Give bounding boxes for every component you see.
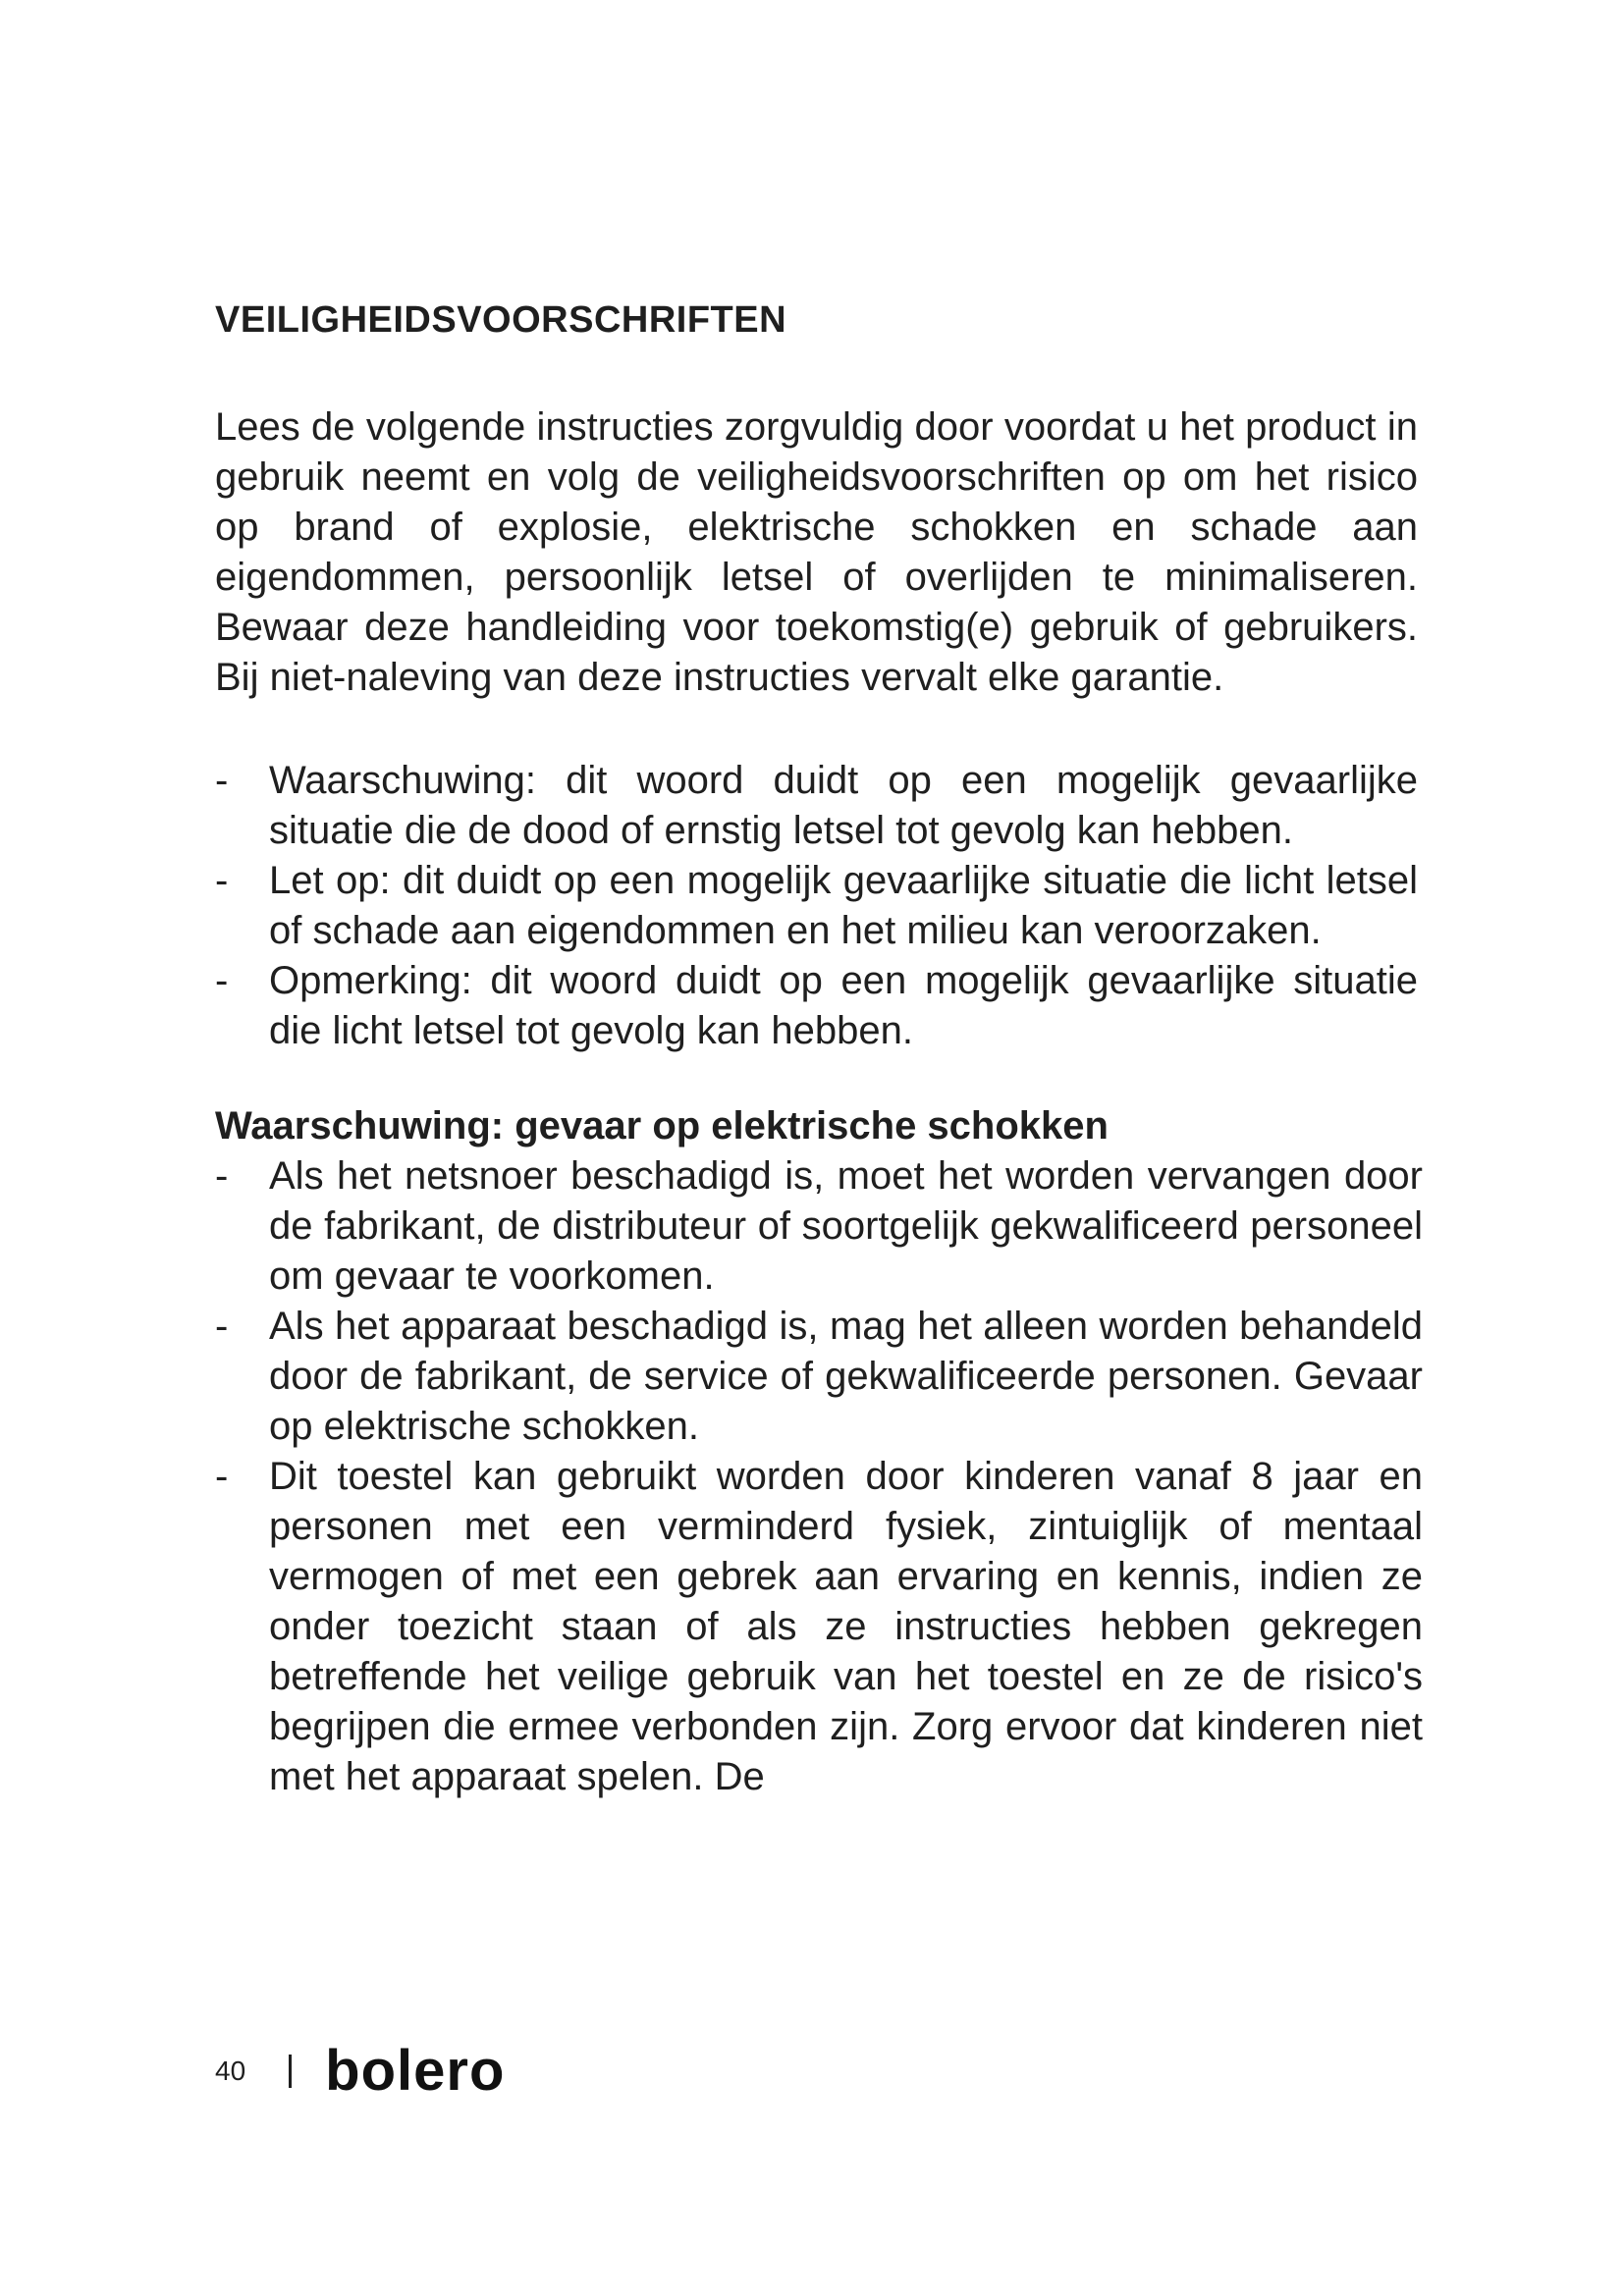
- list-item: [215, 1151, 1423, 1302]
- list-item-text: Let op: dit duidt op een mogelijk gevaarlijke situatie die licht letsel of schade aan eigendommen en het milieu kan veroorzaken.: [269, 859, 1418, 952]
- list-item: [215, 856, 1418, 956]
- page-footer: [215, 2039, 506, 2103]
- page-content: [215, 294, 1482, 1802]
- footer-divider: [289, 2055, 292, 2088]
- list-item-text: Dit toestel kan gebruikt worden door kinderen vanaf 8 jaar en personen met een verminderd fysiek, zintuiglijk of mentaal vermogen of met een gebrek aan ervaring en kennis, indien ze onder toezicht staan of als ze instructies hebben gekregen betreffende het veilige gebruik van het toestel en ze de risico's begrijpen die ermee verbonden zijn. Zorg ervoor dat kinderen niet met het apparaat spelen. De: [269, 1455, 1423, 1798]
- list-item: [215, 1302, 1423, 1452]
- section-title: VEILIGHEIDSVOORSCHRIFTEN: [215, 299, 787, 341]
- list-item: [215, 1452, 1423, 1802]
- list-item-text: Opmerking: dit woord duidt op een mogelijk gevaarlijke situatie die licht letsel tot gevolg kan hebben.: [269, 959, 1418, 1052]
- list-item: [215, 956, 1418, 1056]
- bullet-dash: -: [215, 1154, 229, 1198]
- bullet-dash: -: [215, 1305, 229, 1348]
- page-number: 40: [215, 2056, 246, 2086]
- bullet-dash: -: [215, 1455, 229, 1498]
- warnings-list: [215, 1151, 1482, 1802]
- list-item-text: Als het apparaat beschadigd is, mag het alleen worden behandeld door de fabrikant, de service of gekwalificeerde personen. Gevaar op elektrische schokken.: [269, 1305, 1423, 1448]
- bullet-dash: -: [215, 859, 229, 902]
- list-item: [215, 756, 1418, 856]
- warning-heading: Waarschuwing: gevaar op elektrische schokken: [215, 1104, 1109, 1148]
- bullet-dash: -: [215, 759, 229, 802]
- brand-logo: bolero: [325, 2039, 506, 2103]
- list-item-text: Waarschuwing: dit woord duidt op een mogelijk gevaarlijke situatie die de dood of ernstig letsel tot gevolg kan hebben.: [269, 759, 1418, 852]
- intro-paragraph: Lees de volgende instructies zorgvuldig door voordat u het product in gebruik neemt en volg de veiligheidsvoorschriften op om het risico op brand of explosie, elektrische schokken en schade aan eigendommen, persoonlijk letsel of overlijden te minimaliseren. Bewaar deze handleiding voor toekomstig(e) gebruik of gebruikers. Bij niet-naleving van deze instructies vervalt elke garantie.: [215, 405, 1418, 699]
- list-item-text: Als het netsnoer beschadigd is, moet het worden vervangen door de fabrikant, de distributeur of soortgelijk gekwalificeerd personeel om gevaar te voorkomen.: [269, 1154, 1423, 1298]
- bullet-dash: -: [215, 959, 229, 1002]
- definitions-list: [215, 756, 1482, 1056]
